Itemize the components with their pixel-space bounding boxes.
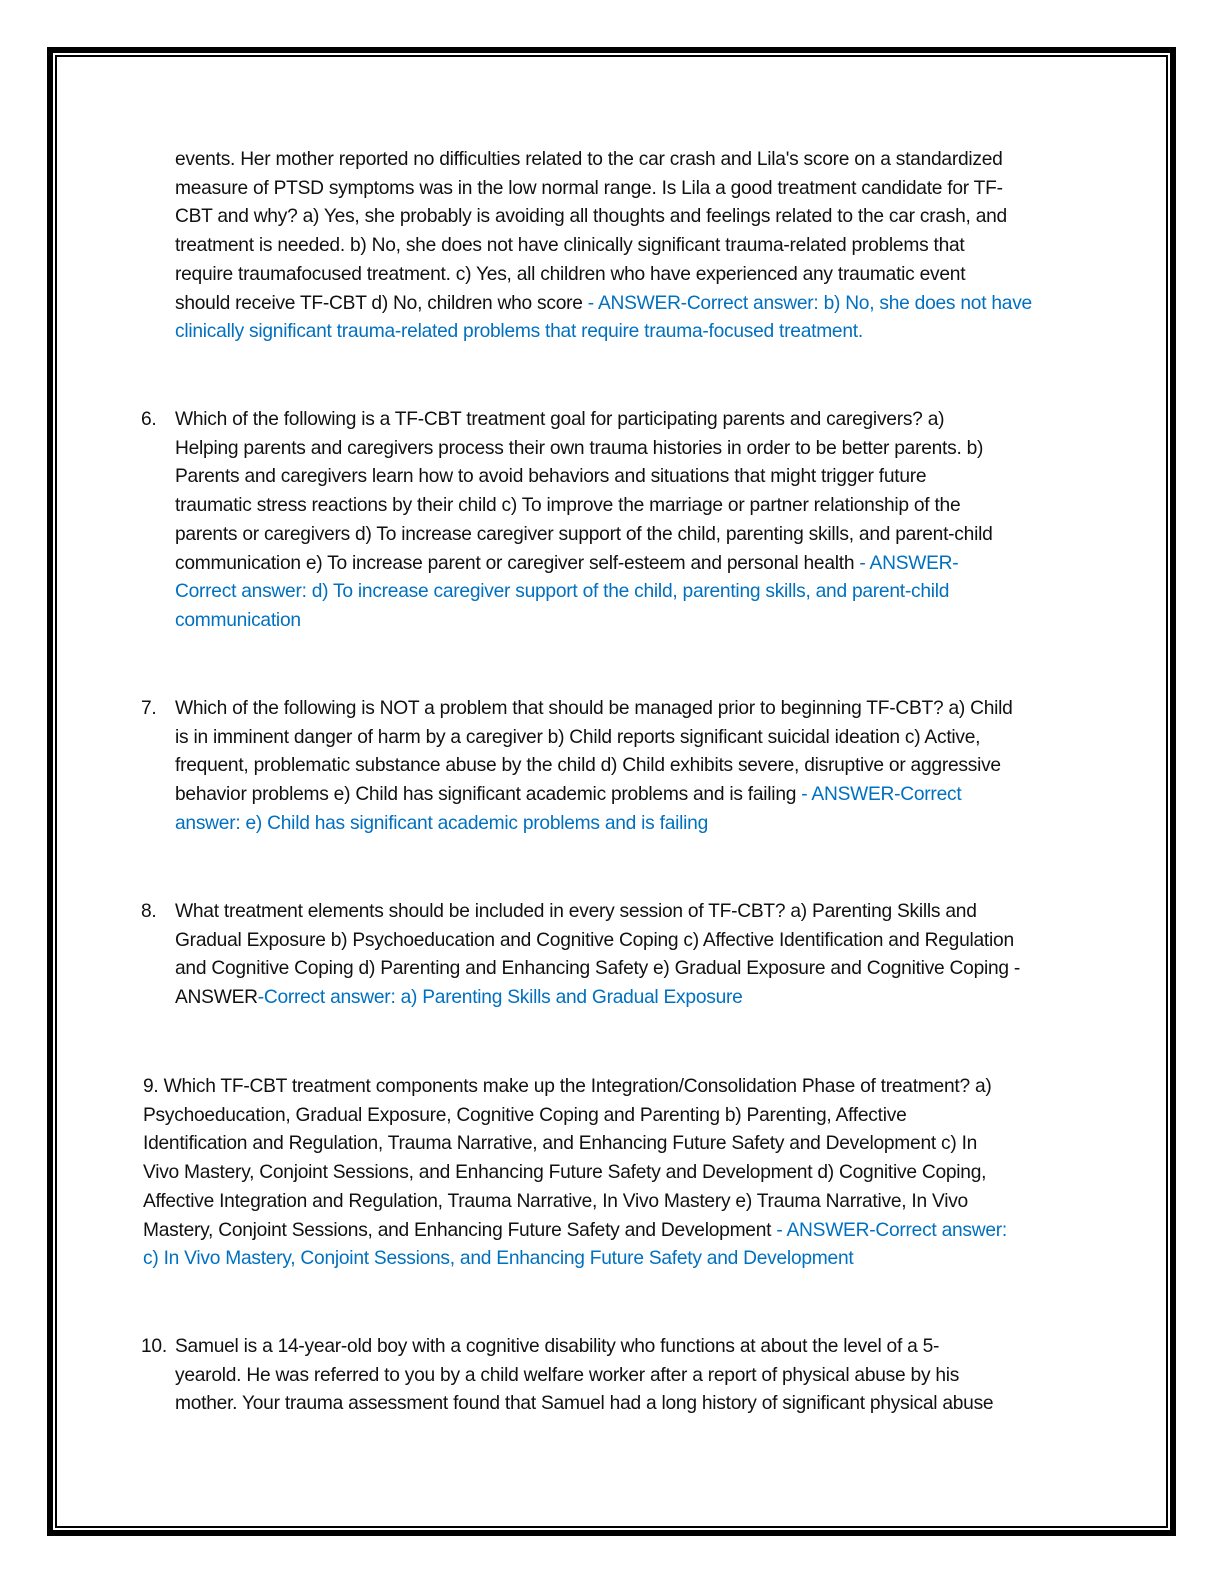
text-line (143, 1245, 1007, 1274)
question-text: Gradual Exposure b) Psychoeducation and Cognitive Coping c) Affective Identification and Regulation (175, 929, 1014, 951)
question-text: Identification and Regulation, Trauma Narrative, and Enhancing Future Safety and Development c) In (143, 1133, 978, 1155)
answer-text: clinically significant trauma-related problems that require trauma-focused treatment. (175, 321, 863, 343)
question-text: communication e) To increase parent or caregiver self-esteem and personal health (175, 552, 860, 574)
text-line (175, 695, 1013, 724)
text-line (175, 492, 993, 521)
question-8 (141, 898, 1021, 1013)
question-text: treatment is needed. b) No, she does not have clinically significant trauma-related problems that (175, 235, 965, 257)
question-text: Mastery, Conjoint Sessions, and Enhancing Future Safety and Development (143, 1219, 777, 1241)
question-text: What treatment elements should be included in every session of TF-CBT? a) Parenting Skills and (175, 901, 977, 922)
question-text: mother. Your trauma assessment found that Samuel had a long history of significant physical abuse (175, 1393, 994, 1415)
question-text: should receive TF-CBT d) No, children who score (175, 292, 588, 314)
text-line (143, 1217, 1007, 1246)
text-line (175, 607, 993, 636)
answer-text: c) In Vivo Mastery, Conjoint Sessions, and Enhancing Future Safety and Development (143, 1248, 854, 1270)
text-line (143, 1102, 1007, 1131)
question-text: Psychoeducation, Gradual Exposure, Cognitive Coping and Parenting b) Parenting, Affective (143, 1104, 907, 1126)
text-line (175, 752, 1013, 781)
text-line (175, 521, 993, 550)
text-line (175, 232, 1032, 261)
text-line (175, 318, 1032, 347)
question-10 (141, 1333, 994, 1419)
text-line (175, 435, 993, 464)
question-text: yearold. He was referred to you by a child welfare worker after a report of physical abuse by his (175, 1364, 960, 1386)
question-text: parents or caregivers d) To increase caregiver support of the child, parenting skills, and parent-child (175, 523, 993, 545)
text-line (175, 1333, 993, 1362)
text-line (175, 261, 1032, 290)
text-line (175, 406, 993, 435)
question-text: events. Her mother reported no difficulties related to the car crash and Lila's score on a standardized (175, 149, 1003, 170)
answer-text: - ANSWER-Correct answer: (776, 1219, 1008, 1241)
text-line (143, 1130, 1007, 1159)
text-line (143, 1159, 1007, 1188)
text-line (175, 898, 1020, 927)
answer-text: communication (175, 609, 301, 631)
question-text: Affective Integration and Regulation, Trauma Narrative, In Vivo Mastery e) Trauma Narrative, In Vivo (143, 1190, 968, 1212)
question-9 (143, 1073, 1007, 1274)
question-text: behavior problems e) Child has significant academic problems and is failing (175, 784, 802, 806)
text-line (175, 1362, 993, 1391)
question-number: 6. (141, 409, 157, 430)
question-7 (141, 695, 1013, 839)
text-line (175, 550, 993, 579)
text-line (175, 290, 1032, 319)
question-6 (141, 406, 993, 636)
answer-text: - ANSWER-Correct (801, 784, 962, 806)
answer-text: answer: e) Child has significant academic problems and is failing (175, 812, 708, 834)
question-number: 8. (141, 901, 157, 922)
question-text: require traumafocused treatment. c) Yes, all children who have experienced any traumatic event (175, 263, 966, 285)
text-line (175, 810, 1013, 839)
question-text: CBT and why? a) Yes, she probably is avoiding all thoughts and feelings related to the car crash, and (175, 206, 1007, 228)
answer-text: - ANSWER-Correct answer: b) No, she does not have (587, 292, 1032, 314)
text-line (175, 463, 993, 492)
answer-text: -Correct answer: a) Parenting Skills and Gradual Exposure (257, 987, 743, 1009)
answer-text: - ANSWER- (859, 552, 959, 574)
question-text: is in imminent danger of harm by a caregiver b) Child reports significant suicidal ideation c) Active, (175, 726, 981, 748)
text-line (175, 578, 993, 607)
question-text: Helping parents and caregivers process their own trauma histories in order to be better parents. b) (175, 437, 984, 459)
text-line (175, 175, 1032, 204)
text-line (175, 146, 1032, 175)
question-text: ANSWER (175, 987, 258, 1009)
question-text: frequent, problematic substance abuse by the child d) Child exhibits severe, disruptive or aggressive (175, 755, 1001, 777)
question-text: Samuel is a 14-year-old boy with a cognitive disability who functions at about the level of a 5- (175, 1336, 940, 1357)
question-text: 9. Which TF-CBT treatment components make up the Integration/Consolidation Phase of treatment? a) (143, 1076, 992, 1097)
text-line (175, 203, 1032, 232)
question-text: Parents and caregivers learn how to avoid behaviors and situations that might trigger future (175, 466, 927, 488)
question-5-continued (175, 146, 1032, 347)
answer-text: Correct answer: d) To increase caregiver support of the child, parenting skills, and parent-child (175, 581, 950, 603)
text-line (175, 724, 1013, 753)
question-text: measure of PTSD symptoms was in the low normal range. Is Lila a good treatment candidate for TF- (175, 177, 1003, 199)
text-line (175, 927, 1020, 956)
text-line (175, 1390, 993, 1419)
text-line (175, 984, 1020, 1013)
question-text: and Cognitive Coping d) Parenting and Enhancing Safety e) Gradual Exposure and Cognitive Coping - (175, 958, 1021, 980)
text-line (143, 1188, 1007, 1217)
question-text: Which of the following is NOT a problem that should be managed prior to beginning TF-CBT? a) Child (175, 698, 1013, 719)
question-text: traumatic stress reactions by their child c) To improve the marriage or partner relationship of the (175, 495, 961, 517)
text-line (175, 781, 1013, 810)
text-line (143, 1073, 1007, 1102)
question-text: Which of the following is a TF-CBT treatment goal for participating parents and caregivers? a) (175, 409, 945, 430)
question-number: 10. (141, 1336, 167, 1357)
text-line (175, 955, 1020, 984)
question-text: Vivo Mastery, Conjoint Sessions, and Enhancing Future Safety and Development d) Cognitive Coping, (143, 1162, 987, 1184)
question-number: 7. (141, 698, 157, 719)
